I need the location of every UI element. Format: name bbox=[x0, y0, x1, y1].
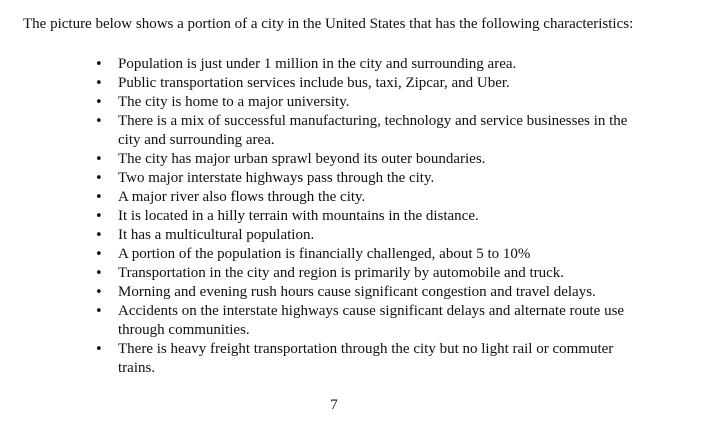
list-item: • A major river also flows through the city. bbox=[118, 188, 643, 207]
list-item: • Transportation in the city and region is primarily by automobile and truck. bbox=[118, 264, 643, 283]
list-item: • It is located in a hilly terrain with mountains in the distance. bbox=[118, 207, 643, 226]
list-item: • Accidents on the interstate highways cause significant delays and alternate route use through communities. bbox=[118, 302, 643, 340]
list-item: • It has a multicultural population. bbox=[118, 226, 643, 245]
list-item: • Public transportation services include bus, taxi, Zipcar, and Uber. bbox=[118, 74, 643, 93]
list-item: • Population is just under 1 million in the city and surrounding area. bbox=[118, 55, 643, 74]
list-item: • A portion of the population is financially challenged, about 5 to 10% bbox=[118, 245, 643, 264]
list-item: • There is a mix of successful manufacturing, technology and service businesses in the city and surrounding area. bbox=[118, 112, 643, 150]
page-number: 7 bbox=[330, 397, 338, 413]
characteristics-list bbox=[118, 55, 643, 378]
intro-paragraph: The picture below shows a portion of a city in the United States that has the following characteristics: bbox=[23, 16, 634, 32]
list-item: • The city is home to a major university. bbox=[118, 93, 643, 112]
list-item: • Two major interstate highways pass through the city. bbox=[118, 169, 643, 188]
list-item: • There is heavy freight transportation through the city but no light rail or commuter trains. bbox=[118, 340, 643, 378]
list-item: • The city has major urban sprawl beyond its outer boundaries. bbox=[118, 150, 643, 169]
list-item: • Morning and evening rush hours cause significant congestion and travel delays. bbox=[118, 283, 643, 302]
